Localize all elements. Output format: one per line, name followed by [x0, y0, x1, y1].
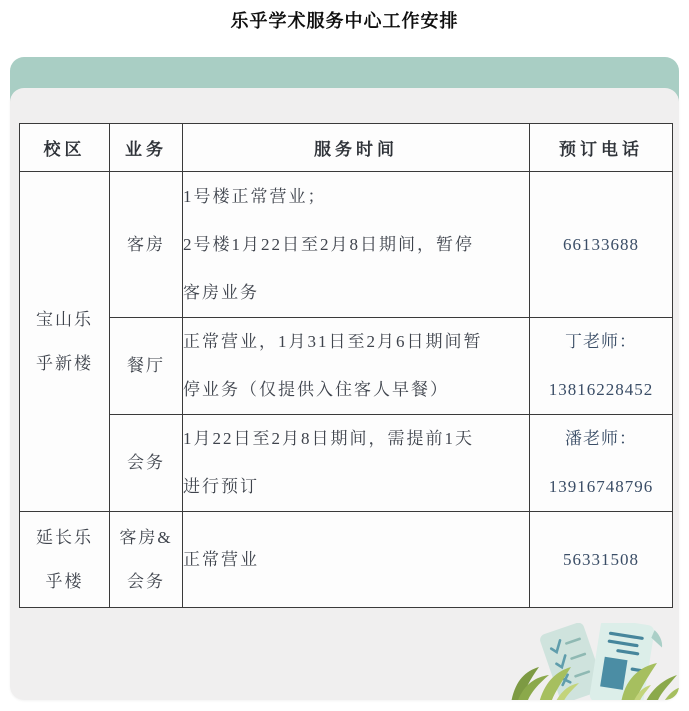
business-line: 餐厅	[127, 356, 165, 375]
phone-line: 66133688	[563, 234, 639, 254]
business-line: 会务	[127, 571, 165, 591]
business-cell	[110, 415, 183, 512]
header-business: 业务	[110, 124, 183, 172]
phone-line: 潘老师：	[565, 429, 637, 448]
business-cell	[110, 172, 183, 318]
business-line: 客房&	[119, 527, 173, 547]
service-time-cell	[183, 318, 530, 415]
business-cell	[110, 512, 183, 608]
header-campus: 校区	[20, 124, 110, 172]
header-service-time: 服务时间	[183, 124, 530, 172]
page-title: 乐乎学术服务中心工作安排	[230, 11, 459, 31]
service-time-line: 1号楼正常营业；	[183, 186, 327, 206]
service-time-line: 正常营业，1月31日至2月6日期间暂	[183, 332, 483, 351]
service-time-cell	[183, 512, 530, 608]
campus-line: 宝山乐	[36, 309, 93, 329]
service-time-line: 进行预订	[183, 477, 259, 496]
service-time-line: 正常营业	[183, 549, 259, 569]
header-phone: 预订电话	[530, 124, 673, 172]
business-line: 客房	[127, 234, 165, 254]
service-time-line: 客房业务	[183, 282, 259, 302]
phone-line: 13816228452	[548, 380, 654, 399]
service-time-line: 2号楼1月22日至2月8日期间，暂停	[183, 234, 474, 254]
table-header-row	[20, 124, 673, 172]
table-row	[20, 172, 673, 318]
service-time-line: 停业务（仅提供入住客人早餐）	[183, 380, 449, 399]
campus-line: 乎楼	[45, 571, 84, 591]
service-time-cell	[183, 172, 530, 318]
phone-line: 56331508	[563, 549, 639, 569]
phone-cell	[530, 172, 673, 318]
phone-line: 丁老师：	[565, 332, 637, 351]
campus-line: 延长乐	[36, 527, 93, 547]
table-row	[20, 512, 673, 608]
service-time-line: 1月22日至2月8日期间，需提前1天	[183, 429, 474, 448]
phone-cell	[530, 415, 673, 512]
service-time-cell	[183, 415, 530, 512]
schedule-table	[19, 123, 673, 608]
schedule-card	[10, 88, 679, 700]
phone-cell	[530, 318, 673, 415]
business-line: 会务	[127, 453, 165, 472]
campus-cell-baoshan	[20, 172, 110, 512]
table-row	[20, 318, 673, 415]
phone-cell	[530, 512, 673, 608]
phone-line: 13916748796	[548, 477, 654, 496]
campus-line: 乎新楼	[36, 353, 93, 373]
documents-and-leaves-illustration	[509, 623, 679, 700]
table-row	[20, 415, 673, 512]
campus-cell-yanchang	[20, 512, 110, 608]
business-cell	[110, 318, 183, 415]
